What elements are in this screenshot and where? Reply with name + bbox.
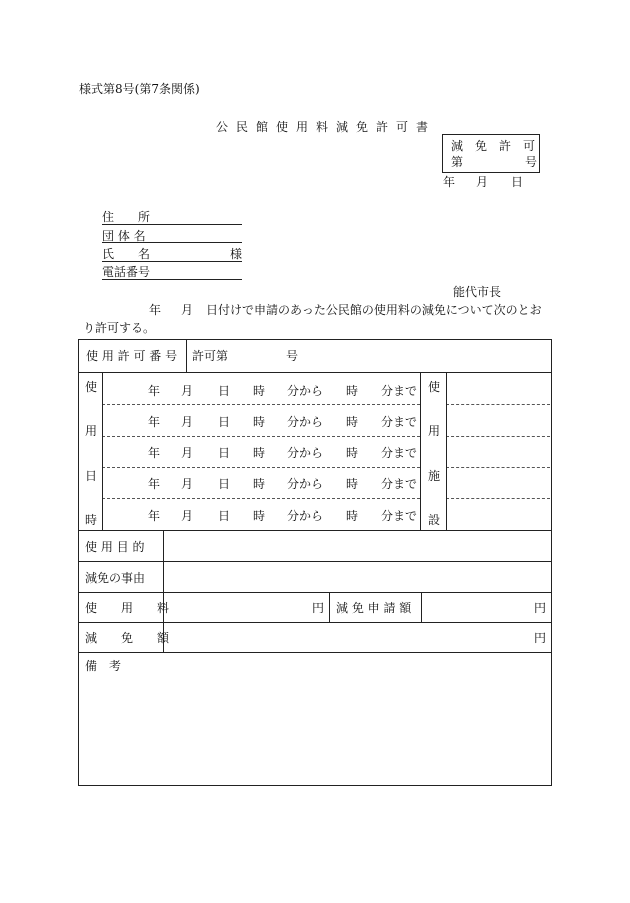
usage-row-min-to: 分まで	[381, 477, 418, 491]
table-divider	[78, 372, 551, 373]
usage-row-hour2: 時	[346, 477, 359, 491]
reduction-request-label: 減 免 申 請 額	[336, 601, 412, 615]
table-vdivider	[102, 372, 103, 530]
facility-label-2: 用	[428, 424, 441, 438]
usage-row-min-from: 分から	[287, 384, 324, 398]
usage-row-month: 月	[181, 384, 194, 398]
reduction-amount-unit: 円	[534, 631, 547, 645]
usage-row-year: 年	[148, 446, 161, 460]
body-text-line1: 日付けで申請のあった公民館の使用料の減免について次のとお	[206, 303, 542, 317]
name-underline	[102, 261, 242, 262]
permit-no-label: 使 用 許 可 番 号	[86, 349, 178, 363]
table-vdivider	[446, 372, 447, 530]
table-divider	[78, 652, 551, 653]
usage-row-year: 年	[148, 415, 161, 429]
facility-label-3: 施	[428, 469, 441, 483]
purpose-label: 使 用 目 的	[85, 540, 145, 554]
reason-label: 減免の事由	[85, 571, 146, 585]
permit-number-box	[442, 134, 540, 173]
group-underline	[102, 242, 242, 243]
usage-row-divider	[102, 404, 420, 405]
fee-label: 使 用 料	[85, 601, 170, 615]
facility-row-divider	[446, 498, 550, 499]
usage-row-min-from: 分から	[287, 509, 324, 523]
usage-row-day: 日	[218, 446, 231, 460]
usage-row-min-from: 分から	[287, 415, 324, 429]
usage-date-label-2: 用	[85, 424, 98, 438]
usage-row-min-to: 分まで	[381, 509, 418, 523]
usage-row-month: 月	[181, 446, 194, 460]
table-divider	[78, 592, 551, 593]
body-text-line2: り許可する。	[83, 321, 156, 335]
usage-row-min-to: 分まで	[381, 415, 418, 429]
permit-box-go: 号	[525, 155, 538, 169]
name-label: 氏 名	[102, 247, 151, 261]
usage-row-year: 年	[148, 509, 161, 523]
usage-row-divider	[102, 436, 420, 437]
facility-row-divider	[446, 436, 550, 437]
usage-row-year: 年	[148, 384, 161, 398]
table-vdivider	[420, 372, 421, 530]
date-day: 日	[511, 175, 524, 189]
usage-row-day: 日	[218, 384, 231, 398]
usage-row-day: 日	[218, 415, 231, 429]
usage-row-hour: 時	[253, 415, 266, 429]
usage-row-day: 日	[218, 509, 231, 523]
form-title: 公民館使用料減免許可書	[216, 120, 437, 134]
usage-row-day: 日	[218, 477, 231, 491]
usage-row-min-to: 分まで	[381, 384, 418, 398]
reduction-amount-label: 減 免 額	[85, 631, 170, 645]
usage-row-hour2: 時	[346, 415, 359, 429]
honorific: 様	[230, 247, 243, 261]
form-number: 様式第8号(第7条関係)	[79, 82, 200, 96]
usage-row-hour: 時	[253, 509, 266, 523]
usage-row-hour2: 時	[346, 384, 359, 398]
usage-row-hour2: 時	[346, 509, 359, 523]
table-vdivider	[421, 592, 422, 622]
table-vdivider	[329, 592, 330, 622]
usage-date-label-3: 日	[85, 469, 98, 483]
issuer: 能代市長	[453, 285, 502, 299]
address-label: 住 所	[102, 210, 151, 224]
usage-row-divider	[102, 498, 420, 499]
body-month: 月	[181, 303, 194, 317]
usage-row-divider	[102, 467, 420, 468]
usage-row-month: 月	[181, 477, 194, 491]
permit-table	[78, 339, 552, 786]
fee-unit: 円	[312, 601, 325, 615]
body-year: 年	[149, 303, 162, 317]
usage-row-hour: 時	[253, 477, 266, 491]
permit-box-line1: 減 免 許 可	[451, 139, 536, 153]
facility-row-divider	[446, 467, 550, 468]
date-month: 月	[476, 175, 489, 189]
group-label: 団 体 名	[102, 229, 146, 243]
address-underline	[102, 224, 242, 225]
usage-row-year: 年	[148, 477, 161, 491]
date-year: 年	[443, 175, 456, 189]
table-vdivider	[186, 339, 187, 372]
usage-date-label-1: 使	[85, 380, 98, 394]
table-divider	[78, 561, 551, 562]
facility-row-divider	[446, 404, 550, 405]
phone-underline	[102, 279, 242, 280]
remarks-label: 備 考	[85, 659, 122, 673]
usage-date-label-4: 時	[85, 513, 98, 527]
usage-row-min-from: 分から	[287, 477, 324, 491]
permit-no-suffix: 号	[286, 349, 299, 363]
permit-no-prefix: 許可第	[192, 349, 229, 363]
facility-label-4: 設	[428, 513, 441, 527]
usage-row-month: 月	[181, 415, 194, 429]
usage-row-hour: 時	[253, 446, 266, 460]
reduction-request-unit: 円	[534, 601, 547, 615]
table-divider	[78, 622, 551, 623]
permit-box-dai: 第	[451, 155, 464, 169]
usage-row-hour: 時	[253, 384, 266, 398]
facility-label-1: 使	[428, 380, 441, 394]
usage-row-month: 月	[181, 509, 194, 523]
usage-row-hour2: 時	[346, 446, 359, 460]
usage-row-min-from: 分から	[287, 446, 324, 460]
phone-label: 電話番号	[102, 265, 151, 279]
table-divider	[78, 530, 551, 531]
usage-row-min-to: 分まで	[381, 446, 418, 460]
